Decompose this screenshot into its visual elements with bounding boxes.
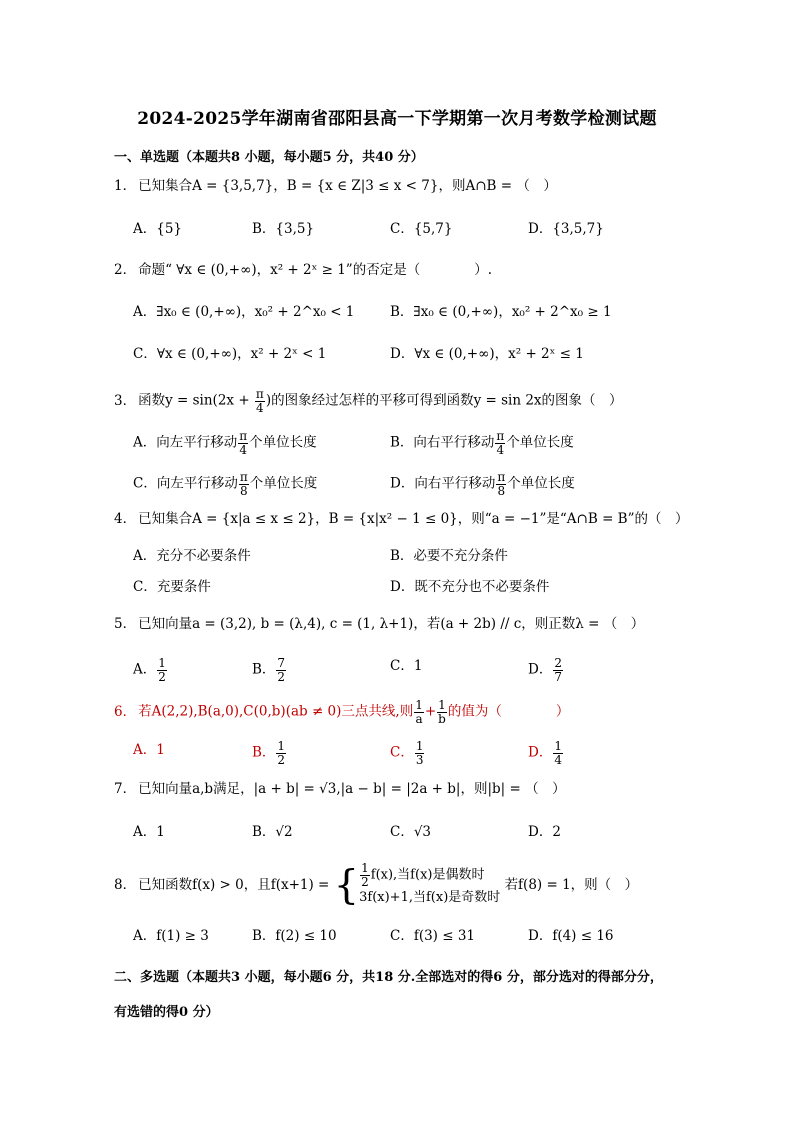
option-b: B． $\frac{1}{2}$ (252, 739, 286, 767)
fraction: $\frac{\pi}{8}$ (239, 470, 248, 498)
fraction-one-over-a: $\frac{1}{a}$ (415, 698, 423, 726)
option-d: D．向右平行移动 $\frac{\pi}{8}$ 个单位长度 (390, 470, 575, 498)
option-c: C．f(3) ≤ 31 (390, 928, 476, 944)
fraction: $\frac{1}{2}$ (277, 739, 286, 767)
question-8 (114, 862, 638, 909)
fraction: $\frac{1}{2}$ (158, 656, 166, 684)
option-c: C．充要条件 (133, 579, 211, 595)
question-3 (114, 388, 623, 414)
option-c: C．1 (390, 658, 423, 674)
question-2 (114, 264, 492, 278)
option-d: D． $\frac{1}{4}$ (528, 739, 562, 767)
option-c: C．√3 (390, 824, 432, 840)
option-b: B．{3,5} (252, 221, 315, 237)
question-6: 6． 若A(2,2),B(a,0),C(0,b)(ab ≠ 0)三点共线,则 $\frac{1}{a}$ + $\frac{1}{b}$ 的值为（ ） (114, 698, 570, 726)
fraction: $\frac{\pi}{4}$ (255, 387, 264, 415)
question-number: 5． (114, 616, 137, 632)
option-a: A．∃x₀ ∈ (0,+∞)，x₀² + 2^x₀ < 1 (133, 304, 355, 320)
piecewise-cases (359, 862, 500, 909)
option-a: A．1 (133, 742, 165, 758)
fraction: $\frac{2}{7}$ (554, 656, 562, 684)
option-a: A． $\frac{1}{2}$ (133, 656, 166, 684)
question-text-post: 的值为（ ） (447, 703, 570, 720)
option-a: A．f(1) ≥ 3 (133, 928, 209, 944)
question-text-pre: 若A(2,2),B(a,0),C(0,b)(ab ≠ 0)三点共线,则 (138, 703, 414, 720)
question-number: 1． (114, 178, 137, 194)
option-a: A．向左平行移动 $\frac{\pi}{4}$ 个单位长度 (133, 429, 317, 457)
option-d: D．2 (528, 824, 561, 840)
question-number: 6． (114, 703, 137, 720)
question-4 (114, 513, 689, 527)
option-d: D． $\frac{2}{7}$ (528, 656, 562, 684)
section-heading-multi-choice: 二、多选题（本题共3 小题，每小题6 分，共18 分.全部选对的得6 分，部分选对的得部分分， (114, 970, 663, 985)
question-number: 2． (114, 262, 137, 278)
option-c: C． $\frac{1}{3}$ (390, 739, 424, 767)
page-title: 2024-2025学年湖南省邵阳县高一下学期第一次月考数学检测试题 (137, 109, 657, 129)
fraction-one-over-b: $\frac{1}{b}$ (438, 698, 446, 726)
left-brace: { (333, 862, 360, 909)
option-b: B． $\frac{7}{2}$ (252, 656, 286, 684)
section-heading-single-choice: 一、单选题（本题共8 小题，每小题5 分，共40 分） (114, 150, 424, 165)
question-text-pre: 已知函数f(x) > 0，且f(x+1) = (138, 877, 334, 893)
question-number: 7． (114, 781, 137, 797)
fraction: $\frac{\pi}{4}$ (239, 429, 248, 457)
question-7 (114, 783, 566, 797)
fraction: $\frac{7}{2}$ (277, 656, 286, 684)
question-5 (114, 618, 644, 632)
question-text: 命题“ ∀x ∈ (0,+∞)，x² + 2ˣ ≥ 1”的否定是（ ）. (138, 262, 493, 278)
option-d: D．{3,5,7} (528, 221, 604, 237)
question-text-post: )的图象经过怎样的平移可得到函数y = sin 2x的图象（ ） (265, 392, 623, 409)
option-b: B．√2 (252, 824, 293, 840)
fraction: $\frac{\pi}{4}$ (496, 429, 505, 457)
option-b: B．向右平行移动 $\frac{\pi}{4}$ 个单位长度 (390, 429, 574, 457)
question-text-pre: 函数y = sin(2x + (138, 392, 254, 409)
option-b: B．f(2) ≤ 10 (252, 928, 337, 944)
case-odd: 3f(x)+1,当f(x)是奇数时 (359, 890, 501, 906)
question-text: 已知集合A = {3,5,7}，B = {x ∈ Z|3 ≤ x < 7}，则A∩B = （ ） (138, 178, 557, 194)
case-even: $\frac{1}{2}$ f(x),当f(x)是偶数时 (361, 861, 485, 889)
option-c: C．向左平行移动 $\frac{\pi}{8}$ 个单位长度 (133, 470, 318, 498)
fraction: $\frac{1}{4}$ (554, 739, 562, 767)
option-c: C．{5,7} (390, 221, 453, 237)
question-text-post: 若f(8) = 1，则（ ） (504, 877, 639, 893)
option-d: D．既不充分也不必要条件 (390, 579, 550, 595)
option-b: B．必要不充分条件 (390, 548, 508, 564)
question-number: 8． (114, 877, 137, 893)
question-text: 已知向量a,b满足，|a + b| = √3,|a − b| = |2a + b|，则|b| = （ ） (138, 781, 566, 797)
section-heading-multi-choice-cont: 有选错的得0 分） (114, 1005, 219, 1020)
question-1 (114, 180, 557, 194)
question-text: 已知集合A = {x|a ≤ x ≤ 2}，B = {x|x² − 1 ≤ 0}，则“a = −1”是“A∩B = B”的（ ） (138, 511, 689, 527)
fraction: $\frac{\pi}{8}$ (497, 470, 506, 498)
option-a: A．1 (133, 824, 165, 840)
fraction: $\frac{1}{3}$ (415, 739, 424, 767)
option-a: A．充分不必要条件 (133, 548, 251, 564)
option-b: B．∃x₀ ∈ (0,+∞)，x₀² + 2^x₀ ≥ 1 (390, 304, 612, 320)
question-number: 4． (114, 511, 137, 527)
option-c: C．∀x ∈ (0,+∞)，x² + 2ˣ < 1 (133, 346, 327, 362)
option-a: A．{5} (133, 221, 183, 237)
option-d: D．f(4) ≤ 16 (528, 928, 614, 944)
option-d: D．∀x ∈ (0,+∞)，x² + 2ˣ ≤ 1 (390, 346, 584, 362)
question-number: 3． (114, 392, 137, 409)
question-text: 已知向量a = (3,2), b = (λ,4), c = (1, λ+1)，若(a + 2b) // c，则正数λ = （ ） (138, 616, 645, 632)
